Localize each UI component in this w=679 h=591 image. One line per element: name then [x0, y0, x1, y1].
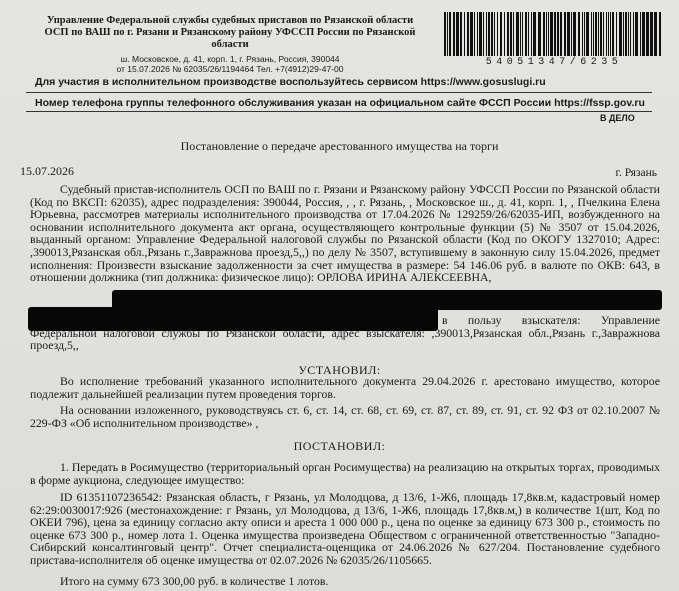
- document-city: г. Рязань: [615, 167, 657, 179]
- document-date: 15.07.2026: [20, 164, 74, 178]
- property-paragraph: ID 61351107236542: Рязанская область, г Рязань, ул Молодцова, д 13/6, 1-Ж6, площадь 17,8кв.м, кадастровый номер 62:29:0030017:926 (местонахождение: г Рязань, ул Молодцова, д 13/6, 1-Ж6, площадь 17,8кв.м,) в количестве 1(шт, Код по ОКЕИ 796), цена за единицу согласно акту описи и ареста 1 000 000 р., цена по оценке за единицу 673 300 р., стоимость по оценке 673 300 р., номер лота 1. Оценка имущества произведена Обществом с ограниченной ответственностью "Западно-Сибирский консалтинговый центр". Отчет специалиста-оценщика от 24.06.2026 № 627/204. Постановление судебного пристава-исполнителя об оценке имущества от 02.07.2026 № 62035/26/1105665.: [30, 490, 660, 567]
- creditor-paragraph: в пользу взыскателя: Управление Федеральной налоговой службы по Рязанской области, адрес взыскателя: ,390013,Рязанская обл.,Рязань г.,Завражнова проезд,5,,: [30, 313, 660, 353]
- address-line-1: ш. Московское, д. 41, корп. 1, г. Рязань, Россия, 390044: [120, 54, 340, 64]
- archive-stamp: В ДЕЛО: [600, 113, 635, 123]
- address-line-2: от 15.07.2026 № 62035/26/1194464 Тел. +7(4912)29-47-00: [116, 64, 344, 74]
- organization-address: [20, 54, 440, 74]
- organization-header: [20, 15, 440, 51]
- org-line-2: ОСП по ВАШ по г. Рязани и Рязанскому району УФССП России по Рязанской: [44, 27, 416, 38]
- document-title: Постановление о передаче арестованного имущества на торги: [180, 139, 499, 153]
- header-divider-bottom: [26, 111, 652, 112]
- established-paragraph: Во исполнение требований указанного исполнительного документа 29.04.2026 г. арестовано имущество, которое подлежит дальнейшей реализации путем проведения торгов.: [30, 374, 660, 401]
- item-1-paragraph: 1. Передать в Росимущество (территориальный орган Росимущества) на реализацию на открытых торгах, проводимых в форме аукциона, следующее имущество:: [30, 460, 660, 487]
- header-divider-top: [26, 92, 652, 93]
- total-paragraph: Итого на сумму 673 300,00 руб. в количестве 1 лотов.: [60, 574, 329, 588]
- intro-paragraph: Судебный пристав-исполнитель ОСП по ВАШ по г. Рязани и Рязанскому району УФССП России по Рязанской области (Код по ВКСП: 62035), адрес подразделения: 390044, Россия, , , г. Рязань, , Московское ш., д. 41, корп. 1, , Пчелкина Елена Юрьевна, рассмотрев материалы исполнительного производства от 17.04.2026 № 129259/26/62035-ИП, возбужденного на основании исполнительного документа акт органа, осуществляющего контрольные функции (5) № 3507 от 15.04.2026, выданный органом: Управление Федеральной налоговой службы по Рязанской области (Код по ОКОГУ 1327010; Адрес: ,390013,Рязанская обл.,Рязань г.,Завражнова проезд,5,,) по делу № 3507, вступившему в законную силу 15.04.2026, предмет исполнения: Произвести взыскание задолженности за счет имущества в размере: 54 146.06 руб. в валюте по ОКВ: 643, в отношении должника (тип должника: физическое лицо): ОРЛОВА ИРИНА АЛЕКСЕЕВНА,: [30, 182, 660, 285]
- org-line-3: области: [211, 39, 249, 50]
- org-line-1: Управление Федеральной службы судебных приставов по Рязанской области: [46, 15, 414, 26]
- barcode-number: 54051347/6235: [485, 57, 623, 68]
- heading-resolved: ПОСТАНОВИЛ:: [293, 439, 386, 453]
- barcode-image: [443, 12, 665, 56]
- gosuslugi-note: Для участия в исполнительном производстве воспользуйтесь сервисом https://www.gosuslugi.ru: [35, 76, 546, 88]
- fssp-phone-note: Номер телефона группы телефонного обслуживания указан на официальном сайте ФССП России https://fssp.gov.ru: [35, 97, 645, 109]
- basis-paragraph: На основании изложенного, руководствуясь ст. 6, ст. 14, ст. 68, ст. 69, ст. 87, ст. 89, ст. 91, ст. 92 ФЗ от 02.10.2007 № 229-ФЗ «Об исполнительном производстве» ,: [30, 403, 660, 430]
- heading-established: УСТАНОВИЛ:: [298, 363, 381, 377]
